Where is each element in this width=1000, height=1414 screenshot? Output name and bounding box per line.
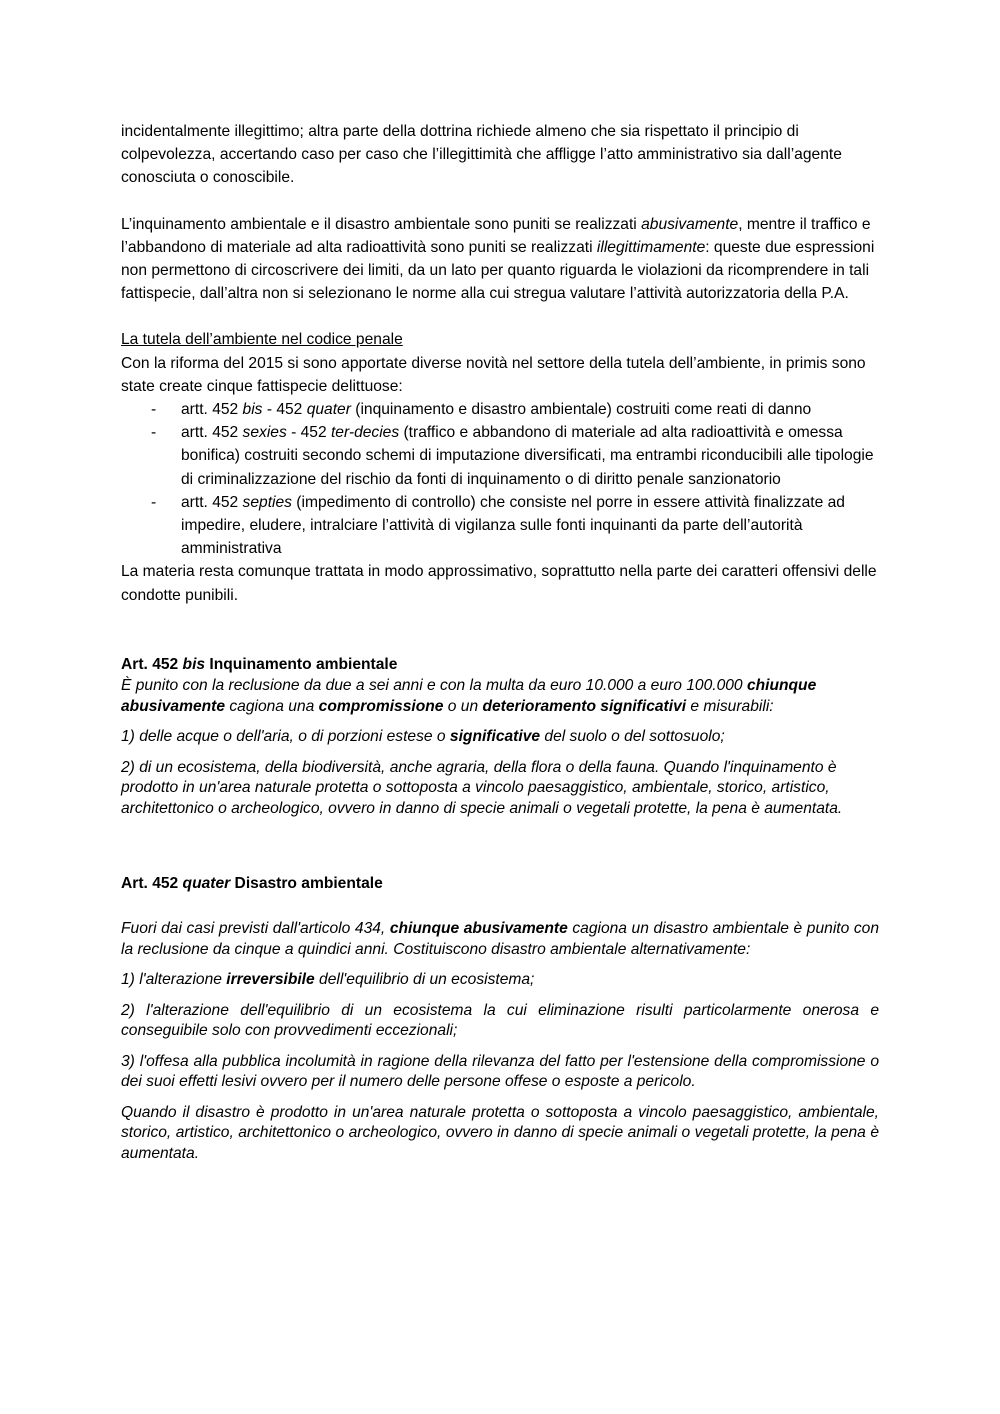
art-452-quater-paragraph-4: 3) l'offesa alla pubblica incolumità in ragione della rilevanza del fatto per l'estensione della compromissione o dei suoi effetti lesivi ovvero per il numero delle persone offese o esposte a pericolo. <box>121 1052 879 1091</box>
intro-paragraph-2: L’inquinamento ambientale e il disastro ambientale sono puniti se realizzati abusivamente, mentre il traffico e l’abbandono di materiale ad alta radioattività sono puniti se realizzati illegittimamente: queste due espressioni non permettono di circoscrivere dei limiti, da un lato per quanto riguarda le violazioni da ricomprendere in tali fattispecie, dall’altra non si selezionano le norme alla cui stregua valutare l’attività autorizzatoria della P.A. <box>121 215 875 303</box>
art-452-quater-paragraph-5: Quando il disastro è prodotto in un'area naturale protetta o sottoposta a vincolo paesaggistico, ambientale, storico, artistico, architettonico o archeologico, ovvero in danno di specie animali o vegetali protette, la pena è aumentata. <box>121 1103 879 1162</box>
art-452-bis-paragraph-3: 2) di un ecosistema, della biodiversità, anche agraria, della flora o della fauna. Quando l'inquinamento è prodotto in un'area naturale protetta o sottoposta a vincolo paesaggistico, ambientale, storico, artistico, architettonico o archeologico, ovvero in danno di specie animali o vegetali protette, la pena è aumentata. <box>121 758 843 817</box>
section-lead: Con la riforma del 2015 si sono apportate diverse novità nel settore della tutela dell’ambiente, in primis sono state create cinque fattispecie delittuose: <box>121 354 866 395</box>
art-452-quater-body <box>121 919 879 1164</box>
list-item: - artt. 452 septies (impedimento di controllo) che consiste nel porre in essere attività finalizzate ad impedire, eludere, intralciare l’attività di vigilanza sulle fonti inquinanti da parte dell’autorità amministrativa <box>121 491 879 561</box>
emphasis-abusivamente: abusivamente <box>641 215 739 233</box>
art-452-quater-paragraph-2: 1) l'alterazione irreversibile dell'equilibrio di un ecosistema; <box>121 971 535 989</box>
art-452-bis-paragraph-1: È punito con la reclusione da due a sei anni e con la multa da euro 10.000 a euro 100.000 chiunque abusivamente cagiona una compromissione o un deterioramento significativi e misurabili: <box>121 677 817 715</box>
art-452-quater-paragraph-3: 2) l'alterazione dell'equilibrio di un ecosistema la cui eliminazione risulti particolarmente onerosa e conseguibile solo con provvedimenti eccezionali; <box>121 1001 879 1040</box>
art-452-bis-paragraph-2: 1) delle acque o dell'aria, o di porzioni estese o significative del suolo o del sottosuolo; <box>121 728 725 746</box>
offense-list <box>121 398 879 560</box>
intro-paragraph-1: incidentalmente illegittimo; altra parte della dottrina richiede almeno che sia rispettato il principio di colpevolezza, accertando caso per caso che l’illegittimità che affligge l’atto amministrativo sia dall’agente conosciuta o conoscibile. <box>121 123 842 187</box>
art-452-bis-body <box>121 676 879 819</box>
document-page <box>121 120 879 1174</box>
list-item: - artt. 452 bis - 452 quater (inquinamento e disastro ambientale) costruiti come reati di danno <box>121 398 879 421</box>
art-452-quater-paragraph-1: Fuori dai casi previsti dall'articolo 434, chiunque abusivamente cagiona un disastro ambientale è punito con la reclusione da cinque a quindici anni. Costituiscono disastro ambientale alternativamente: <box>121 920 880 958</box>
emphasis-illegittimamente: illegittimamente <box>596 238 706 256</box>
art-452-quater-title: Art. 452 quater Disastro ambientale <box>121 875 383 893</box>
section-heading: La tutela dell’ambiente nel codice penale <box>121 331 403 349</box>
art-452-bis-title: Art. 452 bis Inquinamento ambientale <box>121 655 398 673</box>
section-closing: La materia resta comunque trattata in modo approssimativo, soprattutto nella parte dei caratteri offensivi delle condotte punibili. <box>121 563 877 604</box>
list-item: - artt. 452 sexies - 452 ter-decies (traffico e abbandono di materiale ad alta radioattività e omessa bonifica) costruiti secondo schemi di imputazione diversificati, ma entrambi riconducibili alle tipologie di criminalizzazione del rischio da fonti di inquinamento o di diritto penale sanzionatorio <box>121 421 879 491</box>
